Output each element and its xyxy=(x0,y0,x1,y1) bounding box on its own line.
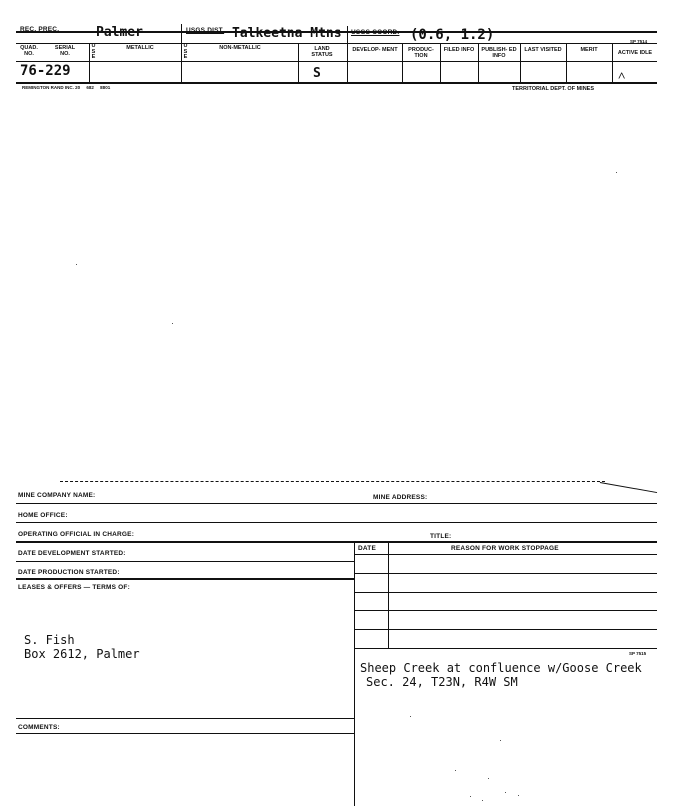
form-number-top: SP 7514 xyxy=(630,39,648,44)
merit-header: MERIT xyxy=(580,47,598,53)
use-nonmetallic-header: U S E xyxy=(183,43,188,60)
last-visited-header: LAST VISITED xyxy=(524,47,562,53)
quad-serial-value: 76-229 xyxy=(20,63,71,79)
land-status-header: LAND STATUS xyxy=(311,46,333,58)
date-development-started-label: DATE DEVELOPMENT STARTED: xyxy=(18,550,126,557)
printer-line: REMINGTON RAND INC. 20 682 8801 xyxy=(22,85,111,90)
lease-holder-address: Box 2612, Palmer xyxy=(24,647,140,661)
date-production-started-label: DATE PRODUCTION STARTED: xyxy=(18,569,120,576)
operating-official-label: OPERATING OFFICIAL IN CHARGE: xyxy=(18,531,135,538)
rec-prec-label: REC. PREC. xyxy=(20,26,60,33)
usgs-dist-label: USGS DIST. xyxy=(186,27,225,34)
serial-no-header: SERIAL NO. xyxy=(54,45,76,57)
active-idle-header: ACTIVE IDLE xyxy=(617,50,653,56)
metallic-header: METALLIC xyxy=(126,45,154,51)
reason-column-label: REASON FOR WORK STOPPAGE xyxy=(451,545,559,552)
land-status-value: S xyxy=(313,66,321,81)
title-label: TITLE: xyxy=(430,533,452,540)
usgs-dist-value: Talkeetna Mtns xyxy=(232,26,342,41)
active-idle-mark: ˄ xyxy=(618,69,626,84)
location-line-1: Sheep Creek at confluence w/Goose Creek xyxy=(360,661,642,675)
production-header: PRODUC- TION xyxy=(408,47,434,59)
usgs-coord-label: USGS COORD. xyxy=(351,29,400,36)
lease-holder-name: S. Fish xyxy=(24,633,75,647)
location-line-2: Sec. 24, T23N, R4W SM xyxy=(366,675,518,689)
form-number-bottom: SP 7515 xyxy=(629,651,647,656)
department-label: TERRITORIAL DEPT. OF MINES xyxy=(512,86,594,92)
date-column-label: DATE xyxy=(358,545,377,552)
leases-offers-label: LEASES & OFFERS — TERMS OF: xyxy=(18,584,130,591)
use-metallic-header: U S E xyxy=(91,43,96,60)
filed-info-header: FILED INFO xyxy=(443,47,475,53)
home-office-label: HOME OFFICE: xyxy=(18,512,68,519)
usgs-coord-value: (0.6, 1.2) xyxy=(410,27,495,43)
development-header: DEVELOP- MENT xyxy=(352,47,398,53)
rec-prec-value: Palmer xyxy=(96,25,143,40)
non-metallic-header: NON-METALLIC xyxy=(219,45,261,51)
mine-address-label: MINE ADDRESS: xyxy=(373,494,428,501)
comments-label: COMMENTS: xyxy=(18,724,60,731)
published-info-header: PUBLISH- ED INFO xyxy=(481,47,517,59)
mine-company-name-label: MINE COMPANY NAME: xyxy=(18,492,96,499)
quad-no-header: QUAD. NO. xyxy=(20,45,38,57)
